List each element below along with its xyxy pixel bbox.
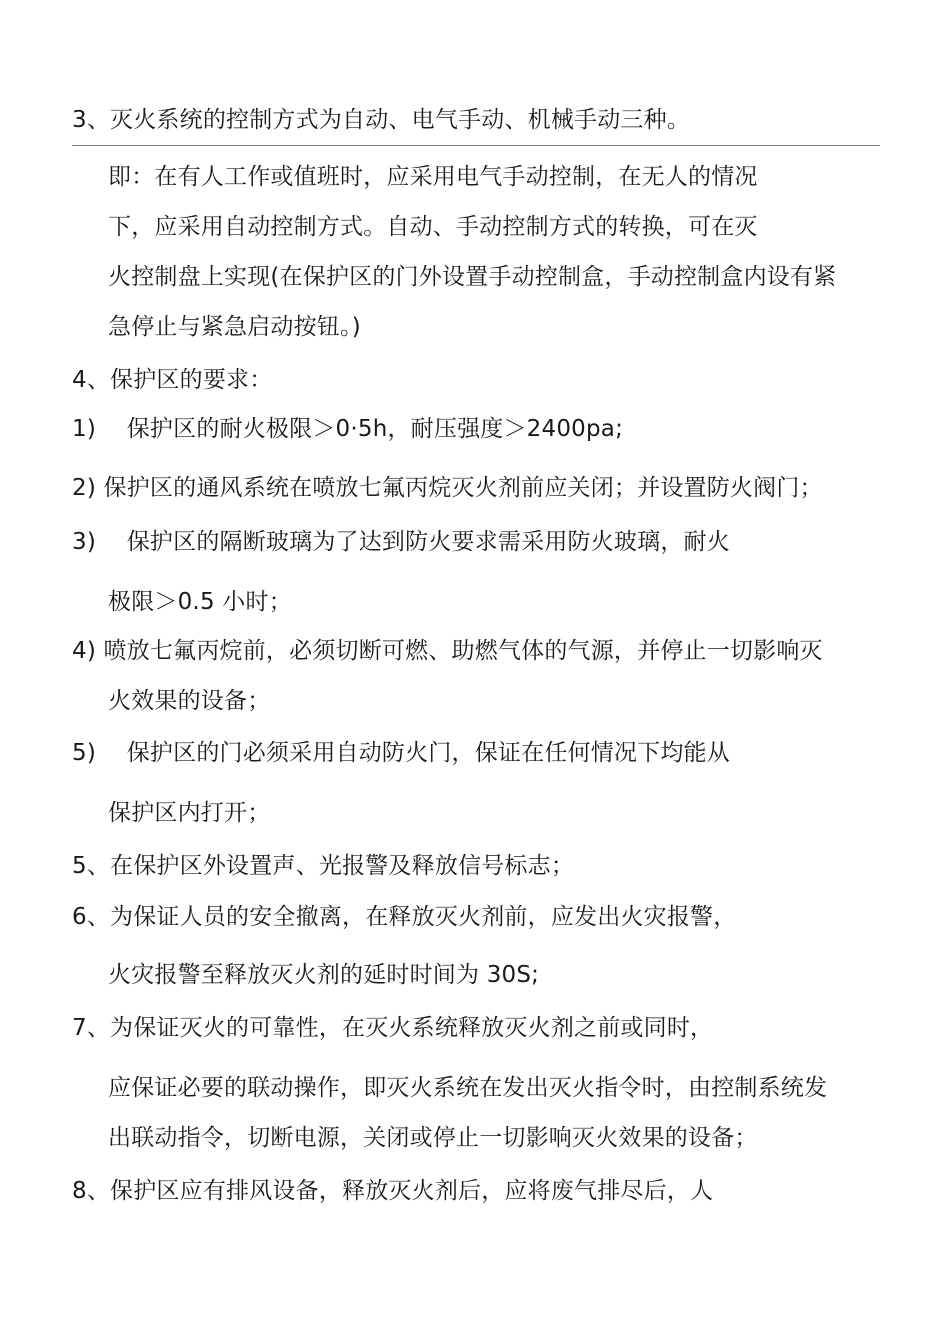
section-heading-4: 4、保护区的要求： — [72, 367, 273, 393]
paragraph-line: 火控制盘上实现(在保护区的门外设置手动控制盒，手动控制盒内设有紧 — [108, 264, 837, 290]
paragraph-line: 下，应采用自动控制方式。自动、手动控制方式的转换，可在灭 — [108, 214, 758, 240]
requirement-item-1: 1) 保护区的耐火极限＞0·5h，耐压强度＞2400pa; — [72, 416, 624, 442]
requirement-item-2: 2) 保护区的通风系统在喷放七氟丙烷灭火剂前应关闭；并设置防火阀门； — [72, 475, 823, 501]
paragraph-line: 即：在有人工作或值班时，应采用电气手动控制，在无人的情况 — [108, 164, 758, 190]
requirement-item-4-cont: 火效果的设备； — [108, 688, 271, 714]
requirement-item-3: 3) 保护区的隔断玻璃为了达到防火要求需采用防火玻璃，耐火 — [72, 529, 730, 555]
requirement-item-5: 5) 保护区的门必须采用自动防火门，保证在任何情况下均能从 — [72, 740, 730, 766]
requirement-item-3-cont: 极限＞0.5 小时； — [108, 589, 292, 615]
section-item-6-cont: 火灾报警至释放灭火剂的延时时间为 30S; — [108, 962, 540, 988]
section-item-8: 8、保护区应有排风设备，释放灭火剂后，应将废气排尽后，人 — [72, 1178, 714, 1204]
section-item-5: 5、在保护区外设置声、光报警及释放信号标志； — [72, 853, 575, 879]
section-item-7-cont: 应保证必要的联动操作，即灭火系统在发出灭火指令时，由控制系统发 — [108, 1075, 828, 1101]
section-heading-3: 3、灭火系统的控制方式为自动、电气手动、机械手动三种。 — [72, 107, 691, 133]
section-item-7-cont: 出联动指令，切断电源，关闭或停止一切影响灭火效果的设备； — [108, 1125, 758, 1151]
section-item-7: 7、为保证灭火的可靠性，在灭火系统释放灭火剂之前或同时， — [72, 1015, 714, 1041]
requirement-item-4: 4) 喷放七氟丙烷前，必须切断可燃、助燃气体的气源，并停止一切影响灭 — [72, 638, 823, 664]
section-item-6: 6、为保证人员的安全撤离，在释放灭火剂前，应发出火灾报警， — [72, 904, 737, 930]
divider-line — [72, 145, 880, 146]
paragraph-line: 急停止与紧急启动按钮。) — [108, 314, 361, 340]
requirement-item-5-cont: 保护区内打开； — [108, 800, 271, 826]
